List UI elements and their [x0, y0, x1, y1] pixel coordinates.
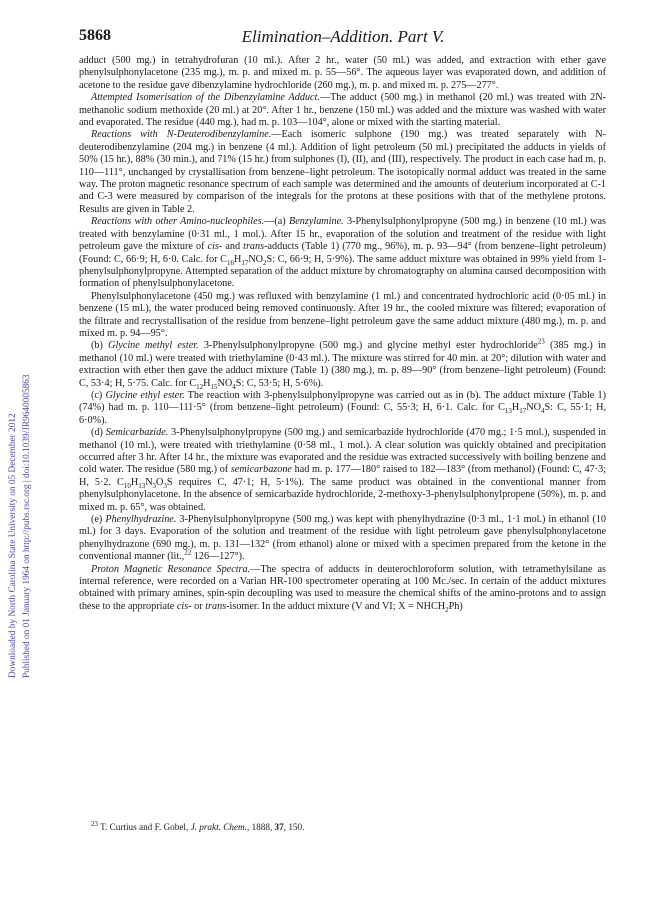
publication-notice: Published on 01 January 1964 on http://pubs.rsc.org | doi:10.1039/JR9640005863 — [22, 374, 32, 678]
subsection-heading: Glycine methyl ester. — [108, 340, 199, 352]
paragraph: Reactions with N-Deuterodibenzylamine.—Each isomeric sulphone (190 mg.) was treated separately with N-deuterodibenzylamine (204 mg.) in benzene (4 ml.). Addition of light petroleum (50 ml.) precipitated the adducts in yields of 50% (15 hr.), 88% (30 min.), and 71% (15 hr.) from sulphones (I), (II), and (III), respectively. The product in each case had m. p. 110—111°, unchanged by crystallisation from benzene–light petroleum. The isotopically normal adduct was treated in the same way. The proton magnetic resonance spectrum of each sample was determined and the amounts of deuterium incorporated at C-1 and C-3 were measured by comparison of the integrals for the protons at these positions with that of the methylene protons. Results are given in Table 2. — [79, 129, 606, 215]
download-notice: Downloaded by North Carolina State University on 05 December 2012 — [8, 413, 18, 678]
section-heading: Proton Magnetic Resonance Spectra. — [91, 563, 251, 575]
paragraph: Phenylsulphonylacetone (450 mg.) was refluxed with benzylamine (1 ml.) and concentrated hydrochloric acid (0·05 ml.) in benzene (15 ml.), the water produced being removed continuously. After 19 hr., the cooled mixture was filtered; evaporation of the filtrate and recrystallisation of the residue from benzene–light petroleum gave the same adduct mixture (480 mg.), m. p. and mixed m. p. 94—95°. — [79, 290, 606, 339]
reference-marker: 23 — [537, 337, 545, 346]
paragraph: (d) Semicarbazide. 3-Phenylsulphonylpropyne (500 mg.) and semicarbazide hydrochloride (470 mg.; 1·5 mol.), suspended in methanol (10 ml.), were treated with triethylamine (0·58 ml., 1 mol.). A clear solution was quickly obtained and precipitation occurred after 3 hr. After 14 hr., the mixture was evaporated and the residue was extracted successively with boiling benzene and cold water. The residue (580 mg.) of semicarbazone had m. p. 177—180° raised to 182—183° (from methanol) (Found: C, 47·3; H, 5·2. $C_{10}H_{13}N_3O_3S$ requires C, 47·1; H, 5·1%). The same product was obtained in the conventional manner from phenylsulphonylacetone. In the absence of semicarbazide hydrochloride, 2-methoxy-3-phenylsulphonylpropene (50%), m. p. and mixed m. p. 65°, was obtained. — [79, 427, 607, 513]
footnote-number: 23 — [91, 819, 98, 828]
running-title: Elimination–Addition. Part V. — [241, 27, 445, 46]
download-watermark — [6, 250, 36, 680]
page-header — [79, 27, 607, 51]
paragraph: (c) Glycine ethyl ester. The reaction with 3-phenylsulphonylpropyne was carried out as in (b). The adduct mixture (Table 1) (74%) had m. p. 110—111·5° (from benzene–light petroleum) (Found: C, 55·3; H, 6·1. Calc. for $C_{13}H_{17}NO_4S$: C, 55·1; H, 6·0%). — [79, 389, 607, 426]
section-heading: Reactions with other Amino-nucleophiles. — [91, 216, 265, 228]
journal-name: J. prakt. Chem. — [190, 822, 247, 832]
article-body — [79, 55, 606, 613]
paragraph: (b) Glycine methyl ester. 3-Phenylsulphonylpropyne (500 mg.) and glycine methyl ester hydrochloride$^{23}$ (385 mg.) in methanol (10 ml.) were treated with triethylamine (0·43 ml.). The mixture was stirred for 40 min. at 20°; dilution with water and extraction with ether then gave the adduct mixture (Table 1) (380 mg.), m. p. 89—90° (from benzene–light petroleum) (Found: C, 53·4; H, 5·75. Calc. for $C_{12}H_{15}NO_4S$: C, 53·5; H, 5·6%). — [79, 337, 606, 391]
footnote: $^{23}$ T. Curtius and F. Gobel, J. prakt. Chem., 1888, 37, 150. — [91, 819, 305, 832]
volume-number: 37 — [274, 822, 284, 832]
paragraph: (e) Phenylhydrazine. 3-Phenylsulphonylpropyne (500 mg.) was kept with phenylhydrazine (0·3 ml., 1·1 mol.) in ethanol (10 ml.) for 3 days. Evaporation of the solution and treatment of the residue with light petroleum gave phenylsulphonylacetone phenylhydrazone (690 mg.), m. p. 131—132° (from ethanol) alone or mixed with a specimen prepared from the ketone in the conventional manner (lit.,$^{22}$ 126—127°). — [79, 514, 606, 563]
paragraph: Reactions with other Amino-nucleophiles.—(a) Benzylamine. 3-Phenylsulphonylpropyne (500 mg.) in benzene (10 ml.) was treated with benzylamine (0·31 ml., 1 mol.). After 15 hr., evaporation of the solution and treatment of the residue with light petroleum gave the mixture of cis- and trans-adducts (Table 1) (770 mg., 96%), m. p. 93—94° (from benzene–light petroleum) (Found: C, 66·9; H, 6·0. Calc. for $C_{16}H_{17}NO_2S$: C, 66·9; H, 5·9%). The same adduct mixture was obtained in 99% yield from 1-phenylsulphonylpropyne. Attempted separation of the adduct mixture by chromatography on alumina caused decomposition with formation of phenylsulphonylacetone. — [79, 216, 606, 290]
subsection-heading: Glycine ethyl ester. — [105, 389, 185, 401]
subsection-heading: Phenylhydrazine. — [105, 514, 177, 526]
section-heading: Attempted Isomerisation of the Dibenzylamine Adduct. — [91, 92, 320, 104]
section-heading: Reactions with N-Deuterodibenzylamine. — [91, 129, 272, 141]
subsection-heading: Semicarbazide. — [105, 427, 169, 439]
page-number: 5868 — [79, 27, 111, 44]
paragraph: Proton Magnetic Resonance Spectra.—The spectra of adducts in deuterochloroform solution, with tetramethylsilane as internal reference, were recorded on a Varian HR-100 spectrometer operating at 100 Mc./sec. In certain of the adduct mixtures obtained with primary amines, spin-spin decoupling was used to measure the chemical shifts of the amino-protons and to assign these to the appropriate cis- or trans-isomer. In the adduct mixture (V and VI; $X = NHCH_2Ph$) — [79, 563, 606, 614]
paragraph: Attempted Isomerisation of the Dibenzylamine Adduct.—The adduct (500 mg.) in methanol (20 ml.) was treated with 2N-methanolic sodium methoxide (20 ml.) at 20°. After 1 hr., benzene (150 ml.) was added and the mixture was washed with water and evaporated. The residue (440 mg.), had m. p. 103—104°, alone or mixed with the starting material. — [79, 92, 606, 129]
paragraph: adduct (500 mg.) in tetrahydrofuran (10 ml.). After 2 hr., water (50 ml.) was added, and extraction with ether gave phenylsulphonylacetone (235 mg.), m. p. and mixed m. p. 55—56°. The aqueous layer was evaporated down, and addition of acetone to the residue gave dibenzylamine hydrochloride (260 mg.), m. p. and mixed m. p. 275—277°. — [79, 55, 606, 91]
reference-marker: 22 — [184, 548, 192, 557]
